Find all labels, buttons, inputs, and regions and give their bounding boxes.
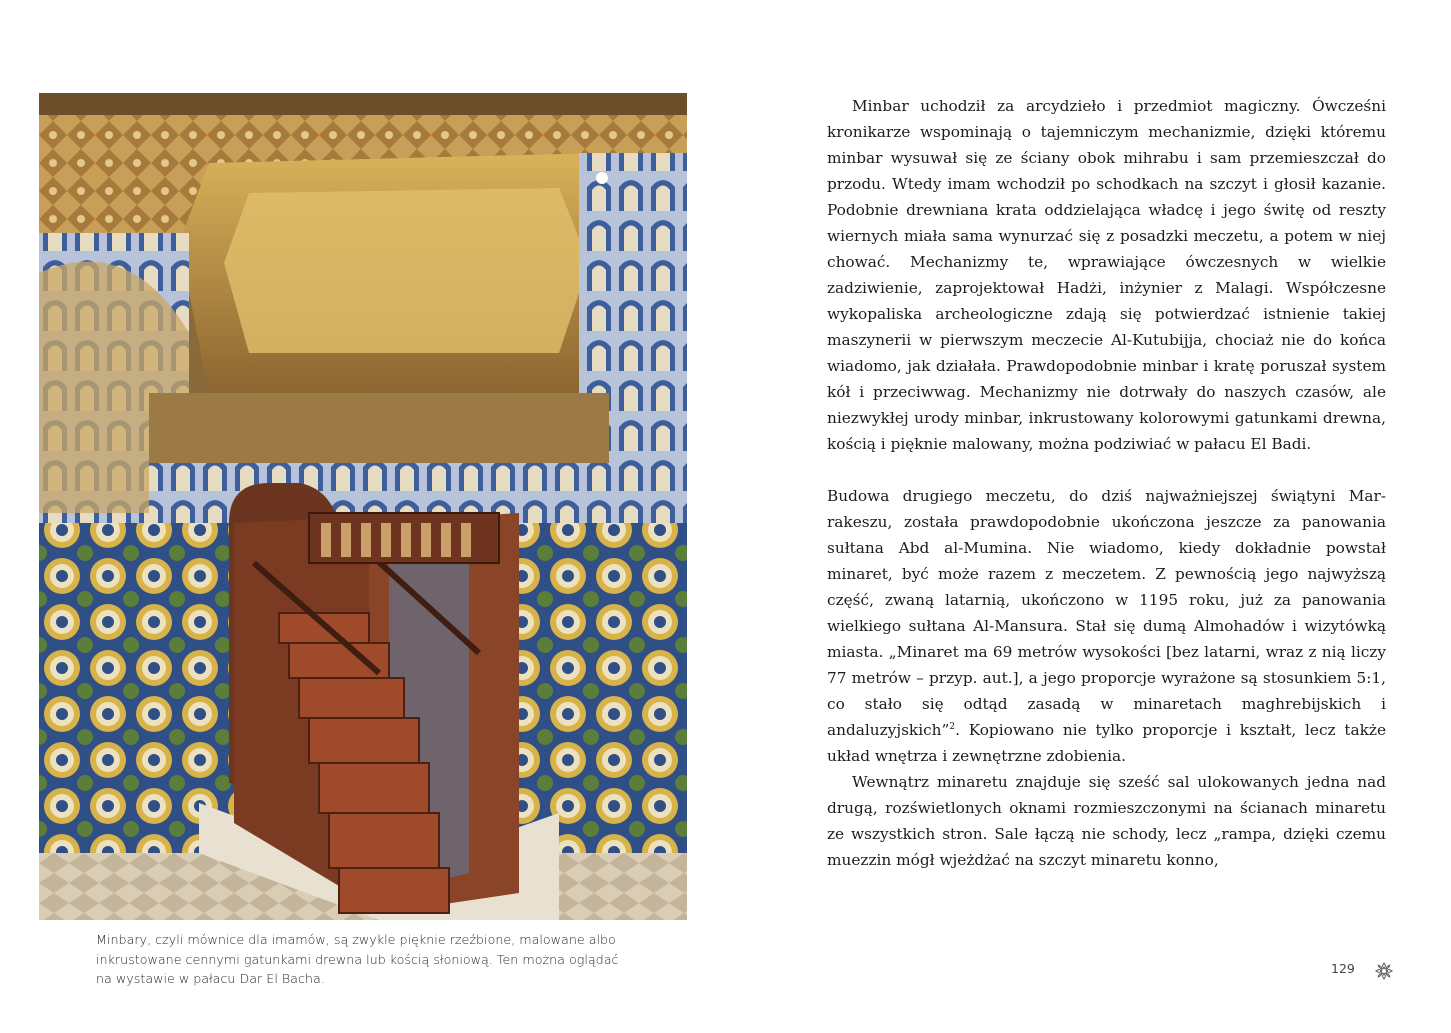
main-text-column	[827, 93, 1386, 873]
paragraph-minbar: Minbar uchodził za arcydzieło i przedmiot magiczny. Ówcześni kronikarze wspominają o tajemniczym mechanizmie, dzięki któremu minbar wysuwał się ze ściany obok mihrabu i sam przemieszczał do przodu. Wtedy imam wchodził po schodkach na szczyt i głosił kazanie. Podobnie drewniana krata oddzielająca władcę i jego świtę od reszty wiernych miała sama wynurzać się z posadzki meczetu, a potem w niej chować. Mechanizmy te, wprawiające ówczesnych w wielkie zadziwienie, zaprojektował Hadżi, inżynier z Malagi. Współczesne wykopaliska archeologiczne zdają się potwierdzać istnienie takiej maszynerii w pierwszym meczecie Al-Kutubijja, chociaż nie do końca wiadomo, jak działała. Prawdopodobnie minbar i kratę poruszał system kół i przeciwwag. Mechanizmy nie dotrwały do naszych czasów, ale niezwykłej urody minbar, inkrustowany kolorowymi gatunkami drewna, kością i pięknie malowany, można podziwiać w pałacu El Badi.	[827, 97, 1386, 453]
paragraph-second-mosque	[827, 483, 1386, 769]
minbar-photo-illustration	[39, 93, 687, 920]
rosette-ornament-icon	[1375, 962, 1393, 980]
paragraph-minaret-interior: Wewnątrz minaretu znajduje się sześć sal ulokowanych jedna nad drugą, rozświetlonych oknami rozmieszczonymi na ścianach minaretu ze wszystkich stron. Sale łączą nie schody, lecz „rampa, dzięki czemu muezzin mógł wjeżdżać na szczyt minaretu konno,	[827, 773, 1386, 869]
paragraph-second-mosque-end: . Kopiowano nie tylko proporcje i kształt, lecz także układ wnętrza i zewnętrzne zdobienia.	[827, 721, 1386, 765]
photo-caption: Minbary, czyli mównice dla imamów, są zwykle pięknie rzeźbione, malowane albo inkrustowane cennymi gatunkami drewna lub kością słoniową. Ten można oglądać na wystawie w pałacu Dar El Bacha.	[96, 932, 619, 986]
minbar-photo	[39, 93, 687, 920]
footnote-reference: 2	[949, 721, 956, 732]
page-number: 129	[1331, 961, 1355, 976]
paragraph-second-mosque-text: Budowa drugiego meczetu, do dziś najważniejszej świątyni Marrakeszu, została prawdopodobnie ukończona jeszcze za panowania sułtana Abd al-Mumina. Nie wiadomo, kiedy dokładnie powstał minaret, być może razem z meczetem. Z pewnością jego najwyższą część, zwaną latarnią, ukończono w 1195 roku, już za panowania wielkiego sułtana Al-Mansura. Stał się dumą Almohadów i wizytówką miasta. „Minaret ma 69 metrów wysokości [bez latarni, wraz z nią liczy 77 metrów – przyp. aut.], a jego proporcje wyrażone są stosunkiem 5:1, co stało się odtąd zasadą w minaretach maghrebijskich i andaluzyjskich”	[827, 487, 1386, 739]
